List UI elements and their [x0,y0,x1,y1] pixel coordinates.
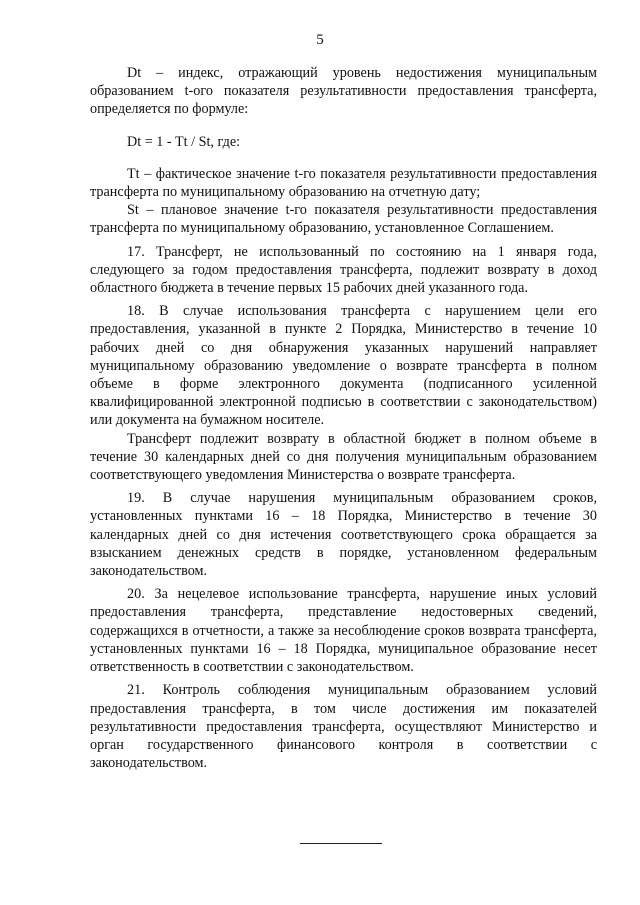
paragraph-18-return: Трансферт подлежит возврату в областной бюджет в полном объеме в течение 30 календарных дней со дня получения муниципальным образованием соответствующего уведомления Министерства о возврате трансферта. [90,430,597,484]
paragraph-17: 17. Трансферт, не использованный по состоянию на 1 января года, следующего за годом предоставления трансферта, подлежит возврату в доход областного бюджета в течение первых 15 рабочих дней указанного года. [90,243,597,297]
document-body [90,64,597,772]
paragraph-21: 21. Контроль соблюдения муниципальным образованием условий предоставления трансферта, в том числе достижения им показателей результативности предоставления трансферта, осуществляют Министерство и орган государственного финансового контроля в соответствии с законодательством. [90,682,597,772]
paragraph-18: 18. В случае использования трансферта с нарушением цели его предоставления, указанной в пункте 2 Порядка, Министерство в течение 10 рабочих дней со дня обнаружения указанных нарушений направляет муниципальному образованию уведомление о возврате трансферта в полном объеме в форме электронного документа (подписанного усиленной квалифицированной электронной подписью в соответствии с законодательством) или документа на бумажном носителе. [90,303,597,429]
paragraph-tt-definition: Tt – фактическое значение t-го показателя результативности предоставления трансферта по муниципальному образованию на отчетную дату; [90,165,597,201]
paragraph-st-definition: St – плановое значение t-го показателя результативности предоставления трансферта по муниципальному образованию, установленное Соглашением. [90,202,597,237]
paragraph-dt-definition: Dt – индекс, отражающий уровень недостижения муниципальным образованием t-ого показателя результативности предоставления трансферта, определяется по формуле: [90,65,597,118]
paragraph-19: 19. В случае нарушения муниципальным образованием сроков, установленных пунктами 16 – 18 Порядка, Министерство в течение 30 календарных дней со дня истечения соответствующего срока обращается за взысканием денежных средств в порядке, установленном федеральным законодательством. [90,490,597,580]
end-divider-line [300,843,382,844]
paragraph-20: 20. За нецелевое использование трансферта, нарушение иных условий предоставления трансферта, представление недостоверных сведений, содержащихся в отчетности, а также за несоблюдение сроков возврата трансферта, установленных пунктами 16 – 18 Порядка, муниципальное образование несет ответственность в соответствии с законодательством. [90,586,597,676]
formula-line: Dt = 1 - Tt / St, где: [127,133,241,150]
page-number: 5 [316,32,324,48]
